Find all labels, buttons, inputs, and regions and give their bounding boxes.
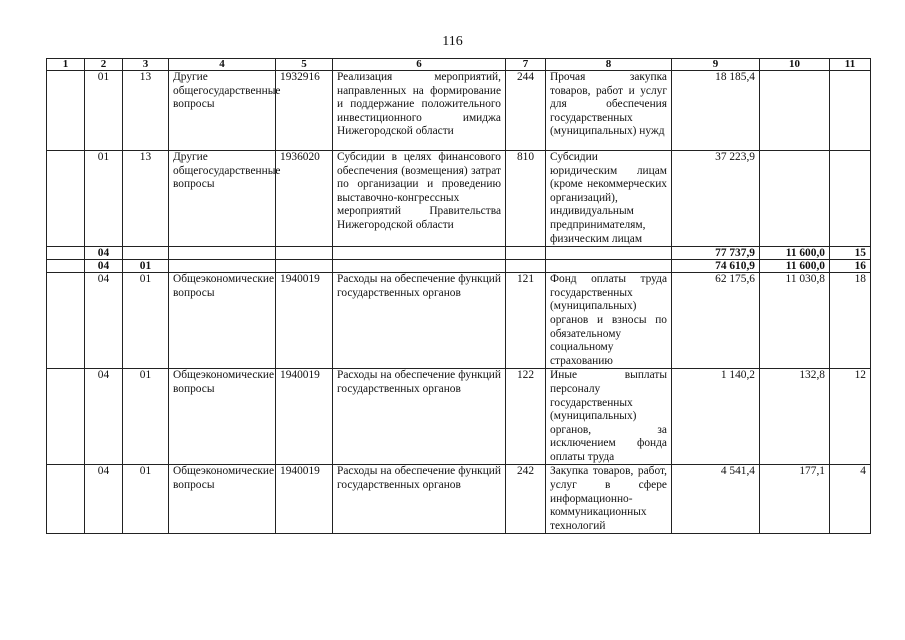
cell-target-code	[276, 247, 333, 260]
cell-count: 18	[830, 273, 871, 369]
cell-expense-name	[546, 247, 672, 260]
cell-amount-2: 11 600,0	[760, 247, 830, 260]
cell-count	[830, 71, 871, 151]
cell-empty	[47, 151, 85, 247]
cell-target-name: Расходы на обеспечение функций государственных органов	[333, 369, 506, 465]
cell-expense-code	[506, 247, 546, 260]
cell-target-code: 1932916	[276, 71, 333, 151]
cell-expense-name: Фонд оплаты труда государственных (муниципальных) органов и взносы по обязательному социальному страхованию	[546, 273, 672, 369]
cell-section: 04	[85, 465, 123, 534]
cell-count	[830, 151, 871, 247]
cell-expense-code: 244	[506, 71, 546, 151]
cell-expense-code: 122	[506, 369, 546, 465]
table-row	[47, 273, 871, 369]
cell-empty	[47, 71, 85, 151]
cell-empty	[47, 247, 85, 260]
cell-section: 01	[85, 71, 123, 151]
cell-count: 12	[830, 369, 871, 465]
table-row	[47, 151, 871, 247]
cell-expense-name	[546, 260, 672, 273]
budget-table	[46, 58, 871, 534]
cell-count: 4	[830, 465, 871, 534]
column-number-row	[47, 59, 871, 71]
column-header: 3	[123, 59, 169, 71]
cell-subsection: 01	[123, 465, 169, 534]
cell-empty	[47, 260, 85, 273]
cell-section-name: Общеэкономические вопросы	[169, 369, 276, 465]
cell-amount-2: 11 030,8	[760, 273, 830, 369]
column-header: 9	[672, 59, 760, 71]
column-header: 10	[760, 59, 830, 71]
cell-amount-2: 177,1	[760, 465, 830, 534]
cell-target-name: Субсидии в целях финансового обеспечения (возмещения) затрат по организации и проведению выставочно-конгрессных мероприятий Правительства Нижегородской области	[333, 151, 506, 247]
cell-subsection: 13	[123, 71, 169, 151]
cell-expense-name: Закупка товаров, работ, услуг в сфере информационно-коммуникационных технологий	[546, 465, 672, 534]
cell-target-name: Расходы на обеспечение функций государственных органов	[333, 465, 506, 534]
cell-section: 04	[85, 273, 123, 369]
cell-section-name: Другие общегосударственные вопросы	[169, 71, 276, 151]
cell-amount: 1 140,2	[672, 369, 760, 465]
cell-subsection: 01	[123, 369, 169, 465]
column-header: 6	[333, 59, 506, 71]
cell-count: 16	[830, 260, 871, 273]
table-row	[47, 465, 871, 534]
cell-amount-2	[760, 71, 830, 151]
cell-amount: 77 737,9	[672, 247, 760, 260]
cell-expense-code: 242	[506, 465, 546, 534]
cell-amount: 4 541,4	[672, 465, 760, 534]
cell-target-name: Расходы на обеспечение функций государственных органов	[333, 273, 506, 369]
cell-target-code: 1940019	[276, 465, 333, 534]
cell-expense-name: Иные выплаты персоналу государственных (муниципальных) органов, за исключением фонда оплаты труда	[546, 369, 672, 465]
cell-amount: 18 185,4	[672, 71, 760, 151]
cell-subsection: 01	[123, 260, 169, 273]
cell-section-name: Общеэкономические вопросы	[169, 273, 276, 369]
page-number: 116	[442, 34, 463, 49]
column-header: 1	[47, 59, 85, 71]
cell-subsection	[123, 247, 169, 260]
column-header: 7	[506, 59, 546, 71]
cell-section: 04	[85, 369, 123, 465]
cell-section-name: Общеэкономические вопросы	[169, 465, 276, 534]
column-header: 5	[276, 59, 333, 71]
cell-amount: 62 175,6	[672, 273, 760, 369]
cell-expense-code	[506, 260, 546, 273]
cell-subsection: 01	[123, 273, 169, 369]
cell-target-code: 1936020	[276, 151, 333, 247]
cell-count: 15	[830, 247, 871, 260]
cell-section: 04	[85, 247, 123, 260]
column-header: 4	[169, 59, 276, 71]
column-header: 2	[85, 59, 123, 71]
cell-amount-2	[760, 151, 830, 247]
cell-section: 01	[85, 151, 123, 247]
column-header: 11	[830, 59, 871, 71]
table-row	[47, 369, 871, 465]
cell-target-code: 1940019	[276, 369, 333, 465]
column-header: 8	[546, 59, 672, 71]
cell-target-code: 1940019	[276, 273, 333, 369]
cell-empty	[47, 465, 85, 534]
cell-section-name	[169, 247, 276, 260]
cell-amount: 37 223,9	[672, 151, 760, 247]
cell-section-name	[169, 260, 276, 273]
total-row	[47, 260, 871, 273]
cell-target-name	[333, 247, 506, 260]
cell-expense-code: 810	[506, 151, 546, 247]
cell-empty	[47, 369, 85, 465]
cell-amount-2: 11 600,0	[760, 260, 830, 273]
cell-expense-name: Прочая закупка товаров, работ и услуг для обеспечения государственных (муниципальных) нужд	[546, 71, 672, 151]
table-row	[47, 71, 871, 151]
cell-section: 04	[85, 260, 123, 273]
cell-expense-name: Субсидии юридическим лицам (кроме некоммерческих организаций), индивидуальным предпринимателям, физическим лицам	[546, 151, 672, 247]
cell-empty	[47, 273, 85, 369]
cell-target-name	[333, 260, 506, 273]
cell-target-code	[276, 260, 333, 273]
cell-section-name: Другие общегосударственные вопросы	[169, 151, 276, 247]
cell-amount-2: 132,8	[760, 369, 830, 465]
cell-subsection: 13	[123, 151, 169, 247]
cell-target-name: Реализация мероприятий, направленных на формирование и поддержание положительного инвестиционного имиджа Нижегородской области	[333, 71, 506, 151]
total-row	[47, 247, 871, 260]
cell-expense-code: 121	[506, 273, 546, 369]
cell-amount: 74 610,9	[672, 260, 760, 273]
